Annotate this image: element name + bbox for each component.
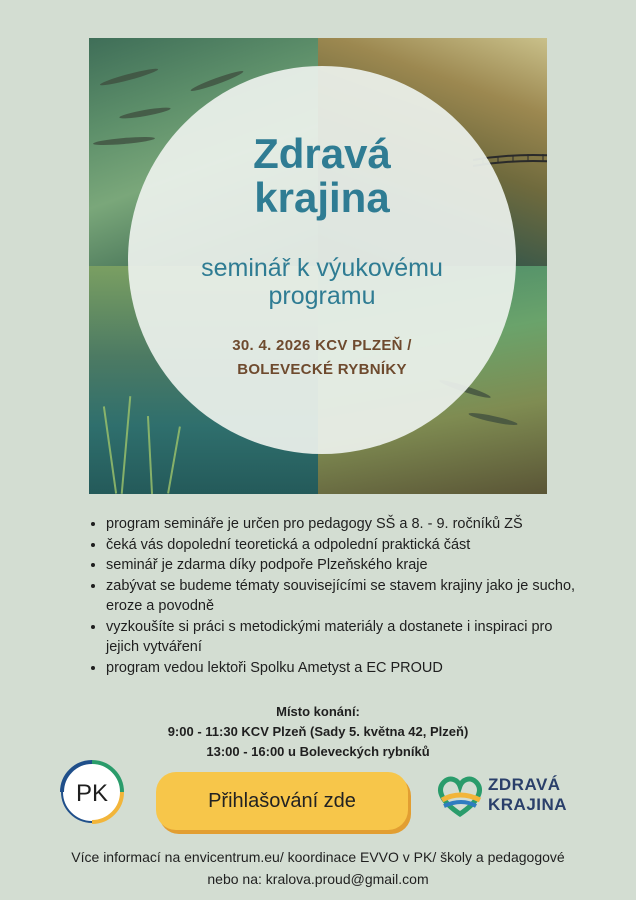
venue-heading: Místo konání: [276, 704, 360, 719]
subtitle-line-2: programu [268, 282, 376, 310]
venue-line-2: 13:00 - 16:00 u Boleveckých rybníků [206, 744, 430, 759]
list-item: • program semináře je určen pro pedagogy SŠ a 8. - 9. ročníků ZŠ [106, 514, 576, 535]
zdrava-krajina-logo-text [488, 775, 567, 815]
list-item: • program vedou lektoři Spolku Ametyst a EC PROUD [106, 658, 576, 679]
title-line-2: krajina [254, 174, 390, 221]
info-list [88, 514, 576, 678]
footer-info [0, 846, 636, 890]
logo-text-line-1: ZDRAVÁ [488, 775, 561, 794]
pk-logo [50, 750, 134, 834]
subtitle [128, 254, 516, 310]
registration-button[interactable]: Přihlašování zde [156, 772, 408, 830]
pk-logo-text: PK [75, 780, 109, 807]
page-title [128, 132, 516, 220]
subtitle-line-1: seminář k výukovému [201, 254, 443, 282]
venue-line-1: 9:00 - 11:30 KCV Plzeň (Sady 5. května 42, Plzeň) [167, 724, 469, 739]
date-line-2: BOLEVECKÉ RYBNÍKY [237, 361, 407, 378]
event-date-location [128, 334, 516, 382]
list-item: • zabývat se budeme tématy souvisejícími se stavem krajiny jako je sucho, eroze a povodně [106, 576, 576, 617]
logo-text-line-2: KRAJINA [488, 795, 568, 814]
date-line-1: 30. 4. 2026 KCV PLZEŇ / [232, 337, 412, 354]
list-item: • vyzkoušíte si práci s metodickými materiály a dostanete i inspiraci pro jejich vytváření [106, 617, 576, 658]
list-item: • čeká vás dopolední teoretická a odpolední praktická část [106, 535, 576, 556]
list-item: • seminář je zdarma díky podpoře Plzeňského kraje [106, 555, 576, 576]
title-line-1: Zdravá [253, 130, 391, 177]
footer-line-1: Více informací na envicentrum.eu/ koordinace EVVO v PK/ školy a pedagogové [71, 849, 565, 865]
footer-email: nebo na: kralova.proud@gmail.com [207, 871, 429, 887]
